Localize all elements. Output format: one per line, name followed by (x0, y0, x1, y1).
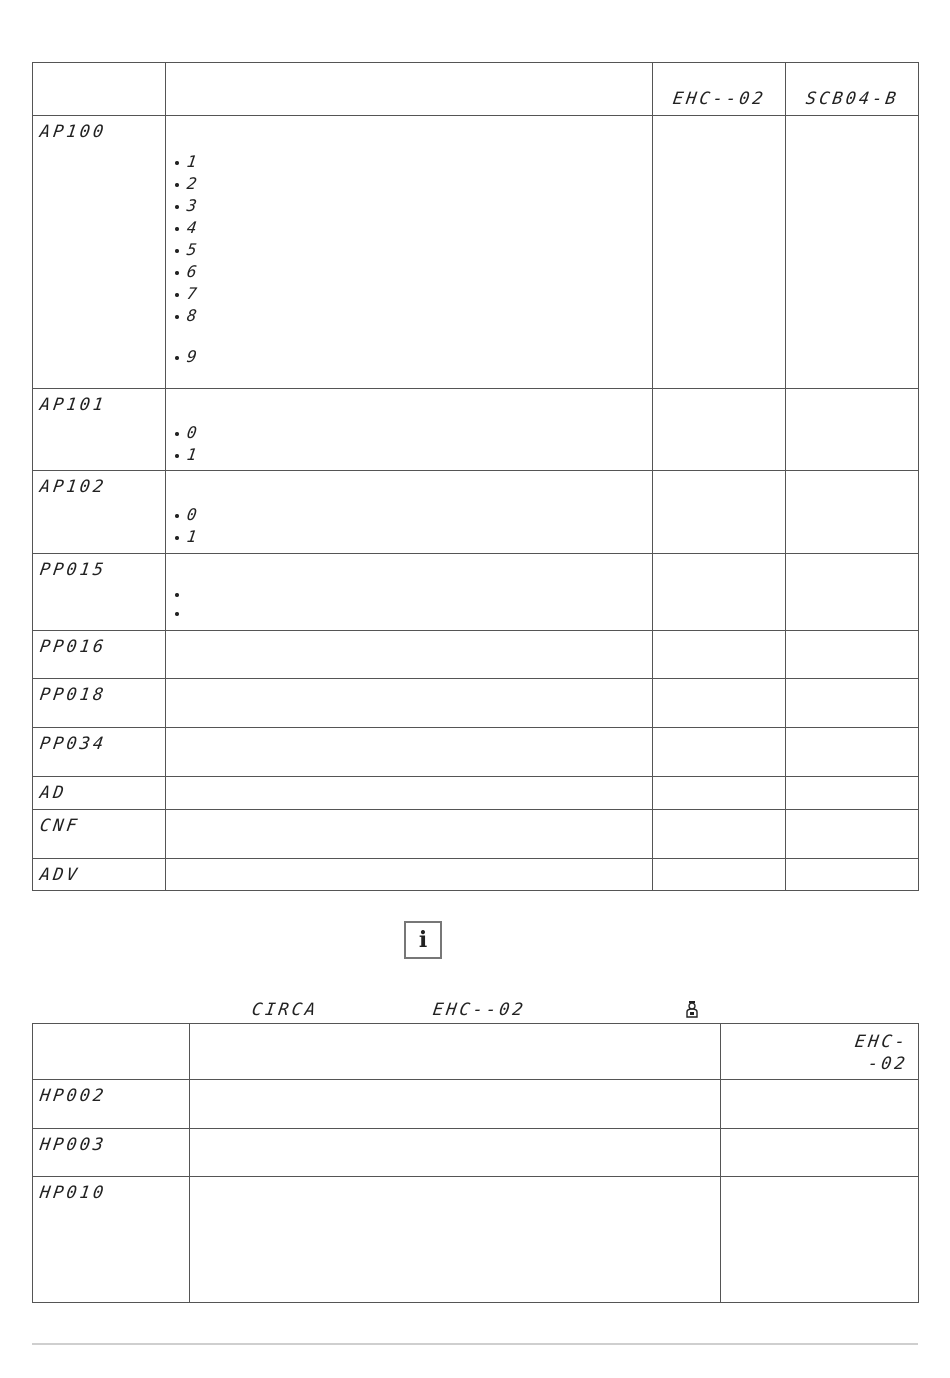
caption-word-2: EHC--02 (431, 1000, 528, 1020)
table-row (33, 471, 919, 554)
row-ehc02-value (653, 777, 786, 810)
row-ehc02-value (653, 631, 786, 679)
parameters-table-2 (32, 1023, 919, 1303)
row-description (166, 389, 653, 471)
option-list (166, 116, 652, 368)
table-row (33, 777, 919, 810)
row-scb04b-value (786, 810, 919, 859)
list-item: 0 (173, 504, 652, 526)
row-code: PP018 (33, 679, 166, 728)
installer-icon (685, 1000, 699, 1018)
header-ehc02: EHC--02 (653, 63, 786, 116)
row-ehc02-value (653, 728, 786, 777)
row-ehc02-value (721, 1177, 919, 1303)
table-row (33, 859, 919, 891)
row-description (166, 859, 653, 891)
list-item: 7 (173, 283, 652, 305)
list-item: 1 (173, 526, 652, 548)
option-list (166, 471, 652, 548)
row-scb04b-value (786, 777, 919, 810)
row-ehc02-value (653, 554, 786, 631)
row-code: AP102 (33, 471, 166, 554)
row-description (166, 728, 653, 777)
table-row (33, 554, 919, 631)
row-description (166, 116, 653, 389)
row-code: AP101 (33, 389, 166, 471)
row-description (190, 1129, 721, 1177)
option-list (166, 554, 652, 623)
row-ehc02-value (653, 679, 786, 728)
row-description (166, 810, 653, 859)
row-scb04b-value (786, 679, 919, 728)
table-row (33, 1129, 919, 1177)
header-code (33, 1024, 190, 1080)
list-item: 1 (173, 151, 652, 173)
row-code: PP015 (33, 554, 166, 631)
header-description (166, 63, 653, 116)
table-row (33, 679, 919, 728)
table-row (33, 1080, 919, 1129)
row-code: HP010 (33, 1177, 190, 1303)
table-row (33, 116, 919, 389)
row-description (190, 1080, 721, 1129)
row-code: AD (33, 777, 166, 810)
row-scb04b-value (786, 389, 919, 471)
list-item (173, 585, 652, 604)
list-item: 4 (173, 217, 652, 239)
row-code: PP034 (33, 728, 166, 777)
row-code: HP003 (33, 1129, 190, 1177)
table-row (33, 728, 919, 777)
row-scb04b-value (786, 554, 919, 631)
list-item: 1 (173, 444, 652, 466)
row-scb04b-value (786, 116, 919, 389)
option-list (166, 389, 652, 466)
list-item: 5 (173, 239, 652, 261)
row-ehc02-value (653, 389, 786, 471)
list-item (173, 604, 652, 623)
header-description (190, 1024, 721, 1080)
list-item: 6 (173, 261, 652, 283)
row-description (166, 471, 653, 554)
parameters-table-1 (32, 62, 919, 891)
header-scb04b: SCB04-B (786, 63, 919, 116)
list-item: 9 (173, 346, 652, 368)
row-code: AP100 (33, 116, 166, 389)
table-header-row (33, 1024, 919, 1080)
row-description (166, 777, 653, 810)
row-ehc02-value (653, 471, 786, 554)
row-description (166, 554, 653, 631)
list-item: 8 (173, 305, 652, 327)
row-scb04b-value (786, 859, 919, 891)
row-code: CNF (33, 810, 166, 859)
table-header-row (33, 63, 919, 116)
header-ehc02: EHC- -02 (721, 1024, 919, 1080)
list-item: 3 (173, 195, 652, 217)
row-description (166, 679, 653, 728)
table-row (33, 631, 919, 679)
row-scb04b-value (786, 471, 919, 554)
row-scb04b-value (786, 728, 919, 777)
row-code: PP016 (33, 631, 166, 679)
row-code: ADV (33, 859, 166, 891)
footer-divider (32, 1343, 918, 1345)
row-ehc02-value (721, 1080, 919, 1129)
row-scb04b-value (786, 631, 919, 679)
row-ehc02-value (653, 810, 786, 859)
list-item: 0 (173, 422, 652, 444)
table-row (33, 1177, 919, 1303)
row-ehc02-value (721, 1129, 919, 1177)
caption-word-1: CIRCA (250, 1000, 320, 1020)
row-description (190, 1177, 721, 1303)
row-description (166, 631, 653, 679)
row-code: HP002 (33, 1080, 190, 1129)
header-code (33, 63, 166, 116)
table-row (33, 810, 919, 859)
info-icon: i (404, 921, 442, 959)
row-ehc02-value (653, 859, 786, 891)
row-ehc02-value (653, 116, 786, 389)
table-row (33, 389, 919, 471)
list-item: 2 (173, 173, 652, 195)
